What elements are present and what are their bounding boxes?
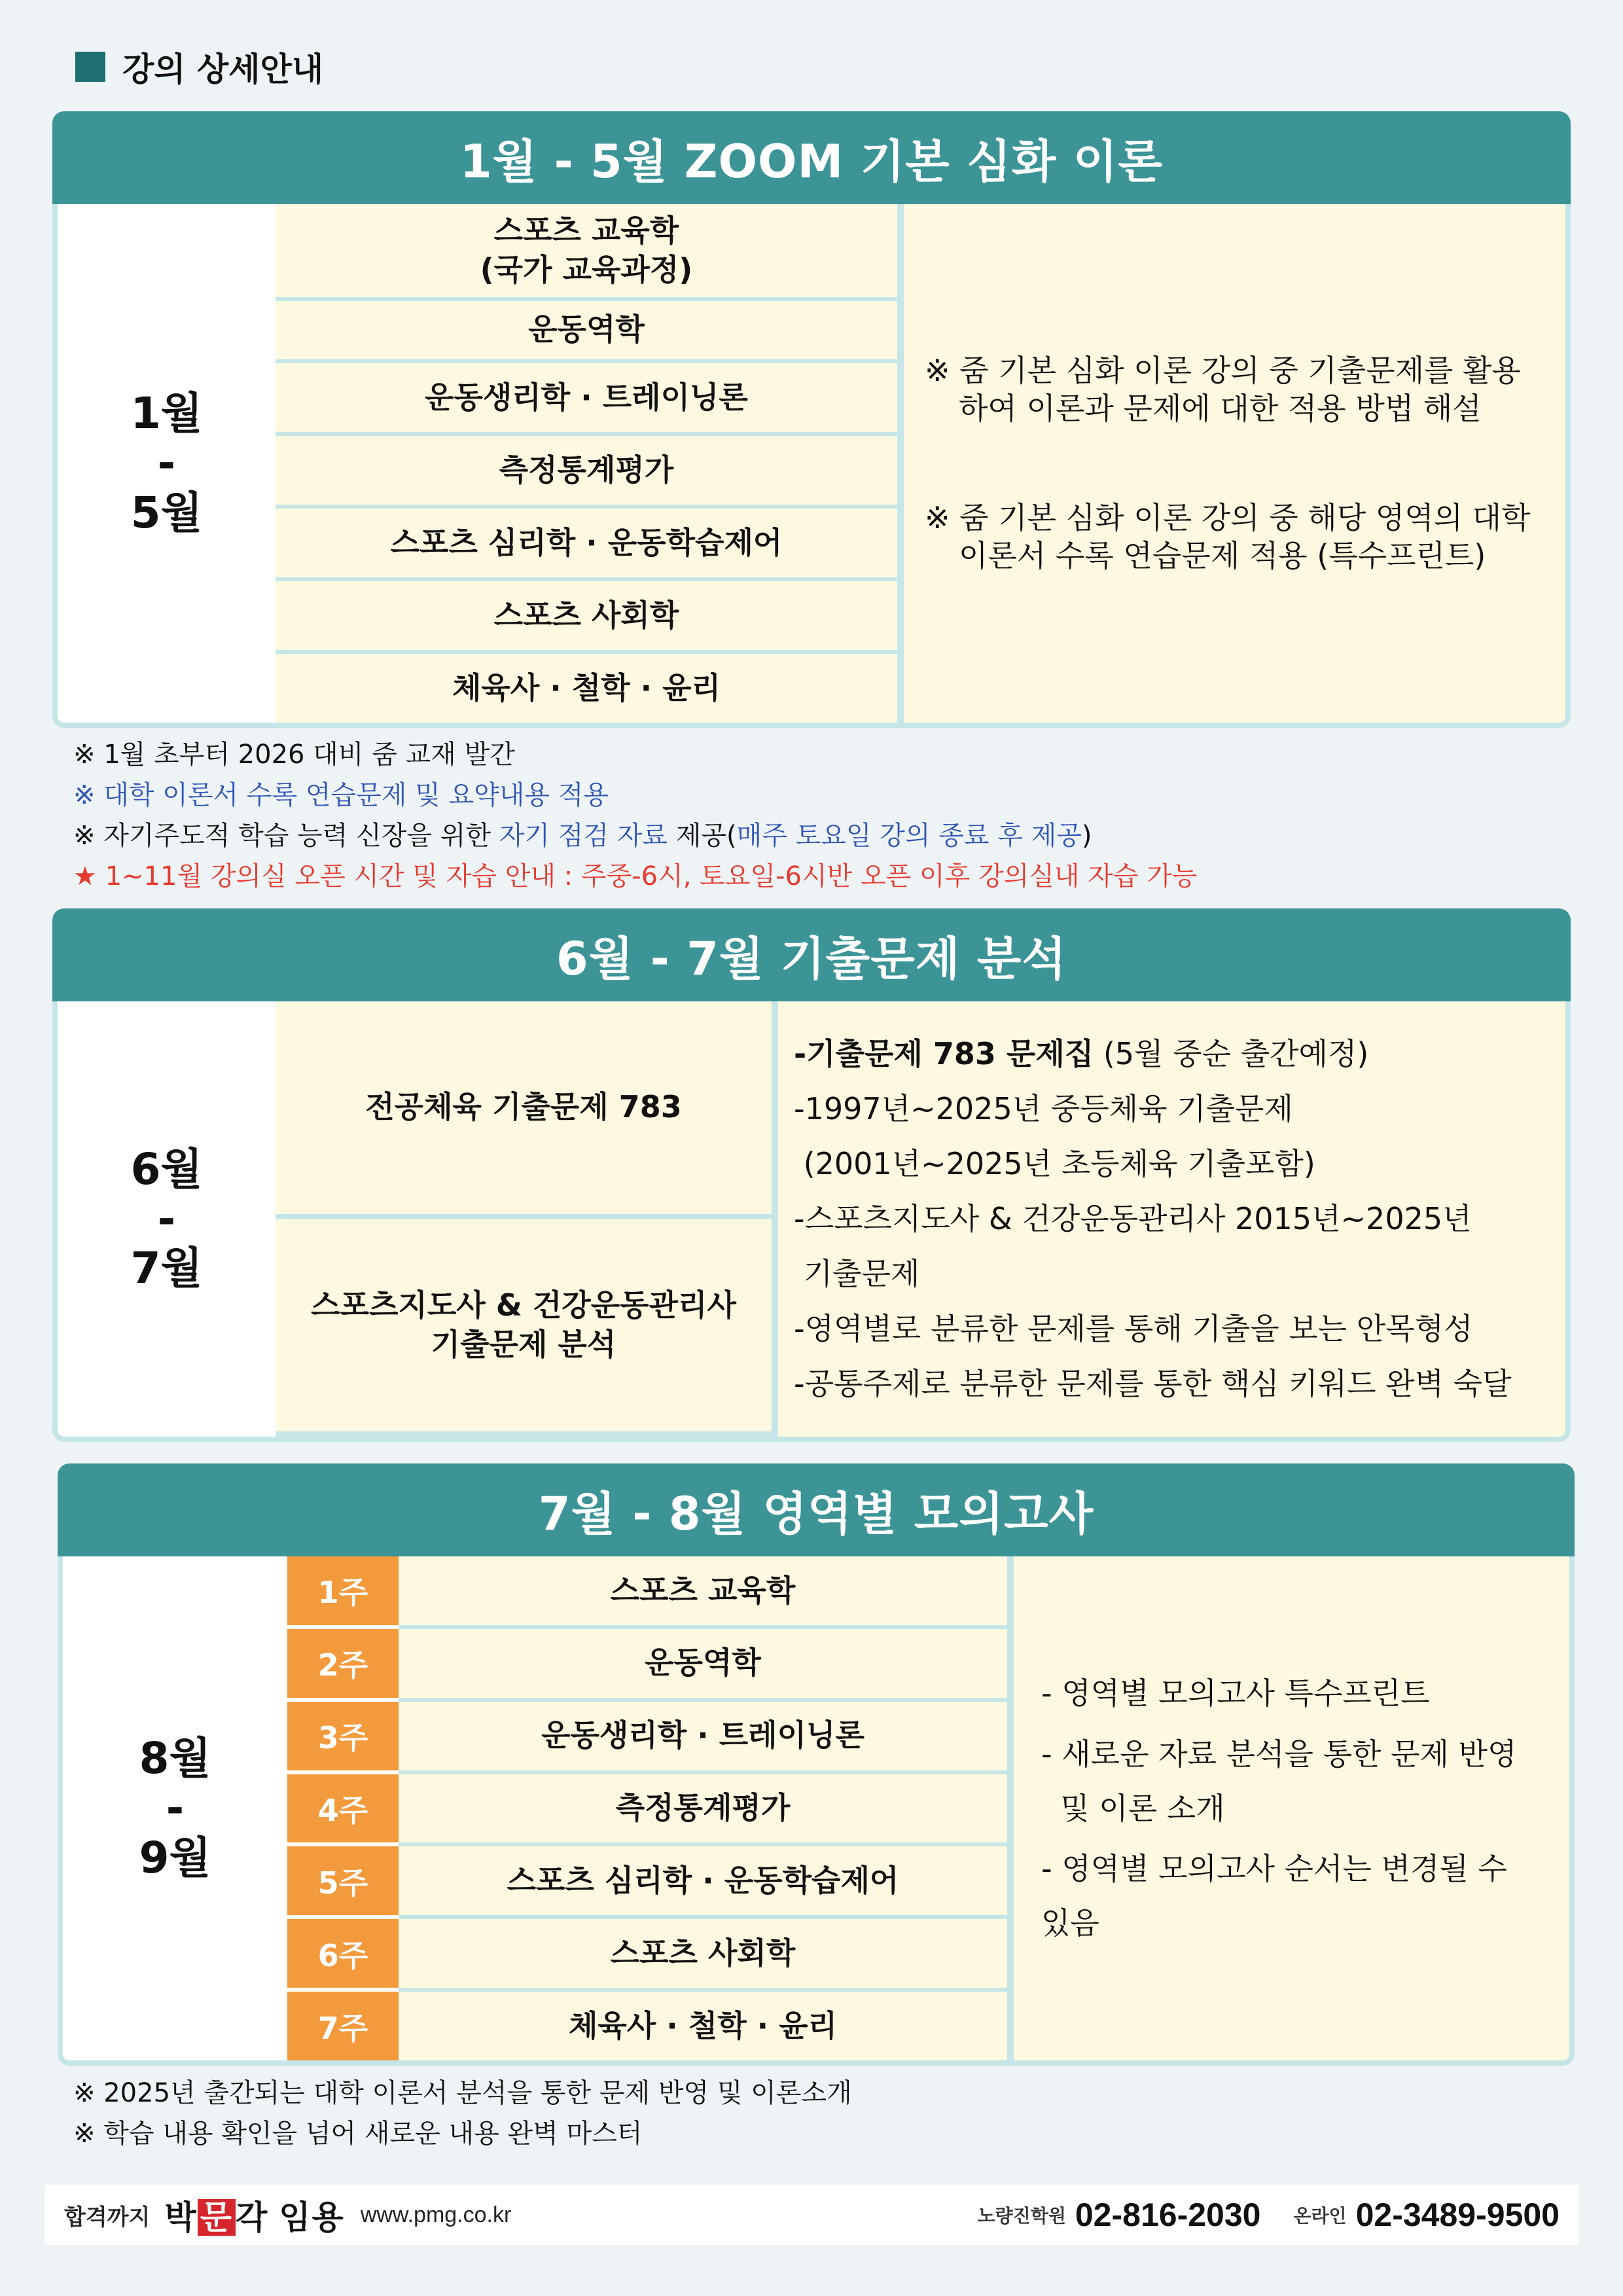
month-range: [58, 1001, 282, 1437]
square-bullet-icon: [75, 52, 105, 82]
footnote: ※ 학습 내용 확인을 넘어 새로운 내용 완벽 마스터: [73, 2119, 643, 2149]
subject-row: 운동생리학 · 트레이닝론: [276, 363, 897, 436]
note-item: 및 이론 소개: [1041, 1790, 1225, 1826]
column-divider: [897, 204, 904, 723]
note-item: - 영역별 모의고사 순서는 변경될 수 있음: [1041, 1851, 1507, 1941]
subject-row: 운동역학: [399, 1629, 1007, 1702]
contact-label: 노량진학원: [977, 2206, 1066, 2226]
footnote: ※ 대학 이론서 수록 연습문제 및 요약내용 적용: [73, 780, 609, 810]
section-body: [52, 204, 1571, 728]
phone-number: 02-3489-9500: [1355, 2197, 1560, 2233]
note-item: [794, 1028, 1546, 1080]
note-item: 기출문제: [794, 1256, 920, 1291]
week-badge: 7주: [287, 1992, 399, 2060]
subject-row: 스포츠 교육학 (국가 교육과정): [276, 204, 897, 301]
phone-number: 02-816-2030: [1075, 2197, 1261, 2233]
subject-row: 스포츠지도사 & 건강운동관리사 기출문제 분석: [276, 1219, 772, 1437]
footnote: ※ 1월 초부터 2026 대비 줌 교재 발간: [73, 740, 515, 770]
month-end: 9월: [139, 1832, 211, 1883]
brand-part-highlight: 문: [198, 2199, 236, 2236]
column-divider: [772, 1001, 778, 1437]
footnotes-section1: [73, 734, 1198, 897]
subject-list: [399, 1556, 1007, 2060]
month-end: 5월: [130, 487, 203, 538]
footer-lead: 합격까지: [64, 2204, 151, 2230]
section-title: 6월 - 7월 기출문제 분석: [52, 908, 1571, 1001]
section-heading: [75, 41, 323, 93]
week-badge: 6주: [287, 1919, 399, 1992]
subject-row: 스포츠 심리학 · 운동학습제어: [276, 509, 897, 581]
footnote-highlight: 매주 토요일 강의 종료 후 제공: [736, 821, 1082, 851]
section-body: [52, 1001, 1571, 1442]
footnote: ※ 2025년 출간되는 대학 이론서 분석을 통한 문제 반영 및 이론소개: [73, 2078, 852, 2108]
footnotes-section3: [73, 2073, 852, 2154]
section-jan-may: [52, 111, 1571, 728]
month-start: 6월: [130, 1143, 203, 1194]
website-link[interactable]: www.pmg.co.kr: [360, 2202, 512, 2227]
brand-logo: [164, 2191, 344, 2238]
footnote-highlight: 자기 점검 자료: [499, 821, 668, 851]
contact-info: [978, 2196, 1560, 2234]
subject-row: 스포츠 사회학: [399, 1919, 1007, 1992]
note-item: -영역별로 분류한 문제를 통해 기출을 보는 안목형성: [794, 1311, 1473, 1346]
section-title: 1월 - 5월 ZOOM 기본 심화 이론: [52, 111, 1571, 204]
subject-row: 운동생리학 · 트레이닝론: [399, 1702, 1007, 1774]
month-dash: -: [157, 1193, 176, 1244]
week-badge: 3주: [287, 1702, 399, 1774]
subject-row: 전공체육 기출문제 783: [276, 1001, 772, 1219]
heading-text: 강의 상세안내: [122, 50, 324, 88]
note-item: -공통주제로 분류한 문제를 통한 핵심 키워드 완벽 숙달: [794, 1366, 1512, 1401]
month-range: [63, 1556, 287, 2060]
section-jun-jul: [52, 908, 1571, 1442]
week-badge: 2주: [287, 1629, 399, 1702]
footer-bar: [45, 2185, 1579, 2245]
month-dash: -: [157, 438, 176, 489]
note-item: -스포츠지도사 & 건강운동관리사 2015년~2025년: [794, 1201, 1472, 1236]
section-jul-aug: [58, 1463, 1575, 2066]
subject-row: 측정통계평가: [399, 1774, 1007, 1847]
month-start: 1월: [130, 388, 203, 439]
note-bold: -기출문제 783 문제집: [794, 1036, 1094, 1071]
month-dash: -: [166, 1783, 185, 1834]
note-item: -1997년~2025년 중등체육 기출문제: [794, 1091, 1293, 1126]
subject-row: 체육사 · 철학 · 윤리: [276, 654, 897, 723]
subject-row: 스포츠 교육학: [399, 1556, 1007, 1629]
week-column: [287, 1556, 399, 2060]
note-item: (2001년~2025년 초등체육 기출포함): [794, 1146, 1315, 1181]
note-item: - 새로운 자료 분석을 통한 문제 반영: [1041, 1736, 1517, 1772]
subject-row: 스포츠 심리학 · 운동학습제어: [399, 1846, 1007, 1919]
month-start: 8월: [139, 1733, 211, 1784]
month-range: [58, 204, 282, 723]
footnote-text: 제공(: [668, 821, 737, 851]
subject-row: 체육사 · 철학 · 윤리: [399, 1992, 1007, 2060]
note-item: - 영역별 모의고사 특수프린트: [1041, 1676, 1430, 1711]
brand-part: 박: [164, 2199, 198, 2236]
notes-panel: [794, 1001, 1546, 1437]
note-item: ※ 줌 기본 심화 이론 강의 중 해당 영역의 대학 이론서 수록 연습문제 적용 (특수프린트): [925, 500, 1531, 573]
subject-list: [276, 1001, 772, 1437]
subject-list: [276, 204, 897, 723]
week-badge: 5주: [287, 1846, 399, 1919]
contact-label: 온라인: [1293, 2206, 1347, 2226]
subject-row: 스포츠 사회학: [276, 581, 897, 654]
subject-row: 측정통계평가: [276, 436, 897, 509]
note-text: (5월 중순 출간예정): [1094, 1036, 1369, 1071]
footnote-text: ※ 자기주도적 학습 능력 신장을 위한: [73, 821, 499, 851]
month-end: 7월: [130, 1243, 203, 1294]
week-badge: 4주: [287, 1774, 399, 1847]
section-title: 7월 - 8월 영역별 모의고사: [58, 1463, 1575, 1556]
column-divider: [1007, 1556, 1014, 2060]
note-item: ※ 줌 기본 심화 이론 강의 중 기출문제를 활용하여 이론과 문제에 대한 적용 방법 해설: [925, 353, 1521, 426]
footnote: [73, 816, 1198, 856]
brand-part: 각 임용: [236, 2199, 345, 2236]
footnote-text: ): [1081, 821, 1092, 851]
notes-panel: [925, 204, 1539, 723]
notes-panel: [1041, 1556, 1543, 2060]
week-badge: 1주: [287, 1556, 399, 1629]
footnote-star: ★ 1~11월 강의실 오픈 시간 및 자습 안내 : 주중-6시, 토요일-6시반 오픈 이후 강의실내 자습 가능: [73, 861, 1198, 891]
subject-row: 운동역학: [276, 301, 897, 363]
section-body: [58, 1556, 1575, 2066]
